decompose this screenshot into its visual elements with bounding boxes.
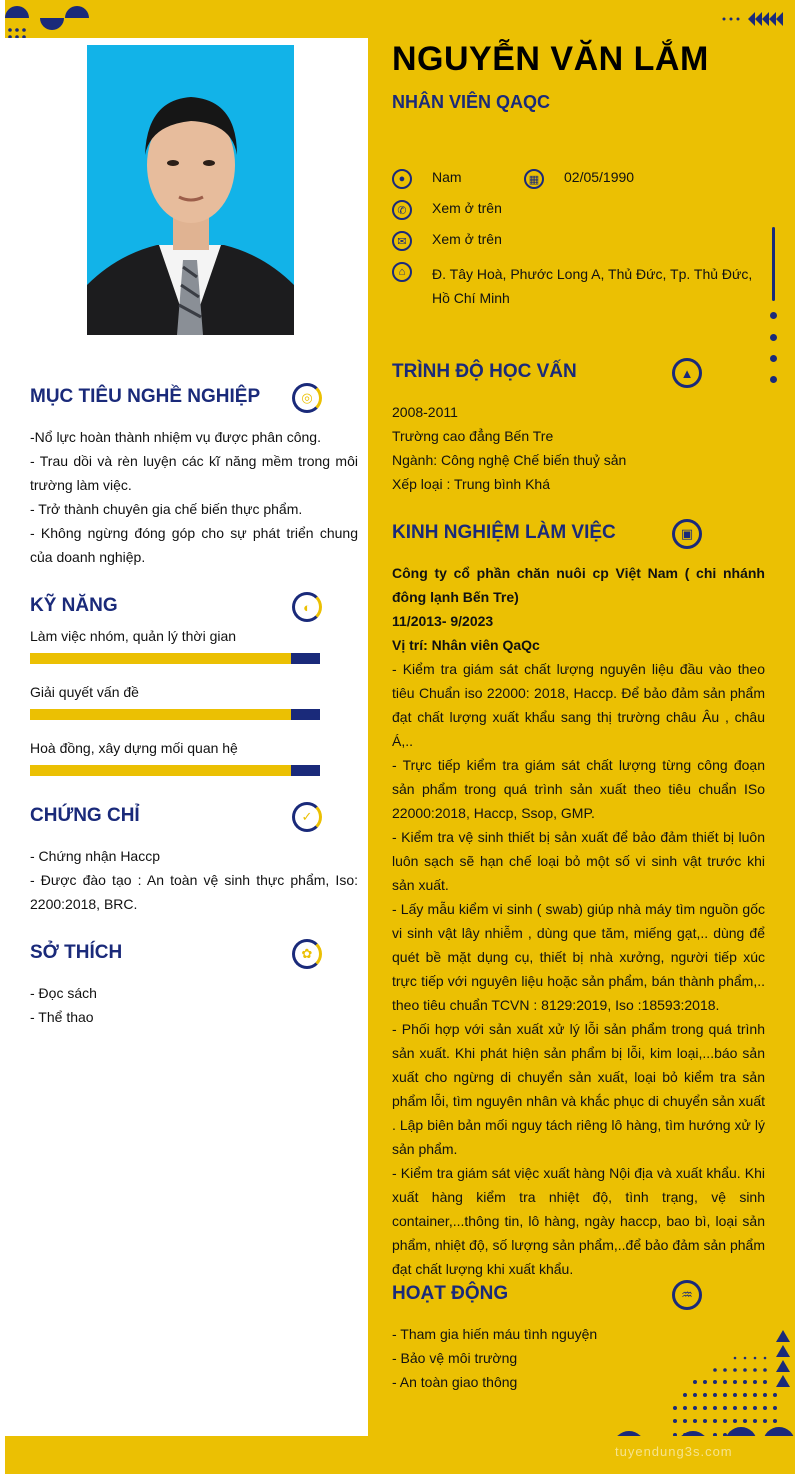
duty-item: - Lấy mẫu kiểm vi sinh ( swab) giúp nhà máy tìm nguồn gốc vi sinh vật lây nhiễm , dùng que tăm, miếng gạt,.. dùng để quét bề mặt dụng cụ, thiết bị nhà xưởng, người tiếp xúc trực tiếp với nguyên liệu hoặc sản phẩm, bán thành phẩm,.. theo tiêu chuẩn TCVN : 8129:2019, Iso :18593:2018.	[392, 901, 765, 1013]
decor-dot	[770, 355, 777, 362]
decor-vertical-line	[772, 227, 775, 301]
email-row	[392, 231, 502, 251]
hobbies-text	[30, 981, 358, 1029]
education-text	[392, 400, 767, 496]
watermark-text: tuyendung3s.com	[615, 1444, 733, 1459]
activity-line: - Bảo vệ môi trường	[392, 1350, 518, 1366]
certificate-line: - Được đào tạo : An toàn vệ sinh thực phẩm, Iso: 2200:2018, BRC.	[30, 872, 358, 912]
skill-bar-fill	[30, 765, 291, 776]
hobbies-heading: SỞ THÍCH	[30, 942, 123, 963]
candidate-name: NGUYỄN VĂN LẮM	[392, 40, 709, 78]
briefcase-icon: ▣	[672, 519, 702, 549]
graduation-cap-icon: ▲	[672, 358, 702, 388]
email-value: Xem ở trên	[432, 231, 502, 247]
address-line-1: Đ. Tây Hoà, Phước Long A, Thủ Đức, Tp. Thủ Đức,	[432, 266, 753, 282]
hobby-line: - Đọc sách	[30, 985, 97, 1001]
career-goal-text	[30, 425, 358, 569]
resume-page	[5, 0, 795, 1474]
skill-label: Làm việc nhóm, quản lý thời gian	[30, 628, 237, 644]
duty-item: - Kiểm tra giám sát chất lượng nguyên liệu đầu vào theo tiêu Chuẩn iso 22000: 2018, Haccp. Để bảo đảm sản phẩm đạt chất lượng xuất khẩu sang thị trường châu Âu , châu Á,..	[392, 661, 765, 749]
education-heading: TRÌNH ĐỘ HỌC VẤN	[392, 361, 577, 382]
home-icon: ⌂	[392, 262, 412, 282]
experience-text	[392, 561, 765, 1281]
career-goal-line: - Trau dồi và rèn luyện các kĩ năng mềm trong môi trường làm việc.	[30, 453, 358, 493]
activity-line: - An toàn giao thông	[392, 1374, 518, 1390]
skill-label: Hoà đồng, xây dựng mối quan hệ	[30, 740, 238, 756]
skill-bar-fill	[30, 653, 291, 664]
gender-row	[392, 169, 634, 189]
education-line: Trường cao đẳng Bến Tre	[392, 428, 554, 444]
skill-bar	[30, 653, 320, 664]
hobby-line: - Thể thao	[30, 1009, 94, 1025]
work-period: 11/2013- 9/2023	[392, 613, 494, 629]
skills-heading: KỸ NĂNG	[30, 595, 118, 616]
skill-bar	[30, 765, 320, 776]
duty-item: - Kiểm tra vệ sinh thiết bị sản xuất để bảo đảm thiết bị luôn luôn sạch sẽ hạn chế loại bỏ một số vi sinh vật trước khi sản xuất.	[392, 829, 765, 893]
skill-bar-fill	[30, 709, 291, 720]
gender-value: Nam	[432, 169, 462, 185]
calendar-icon: ▦	[524, 169, 544, 189]
company-name: Công ty cổ phần chăn nuôi cp Việt Nam ( chi nhánh đông lạnh Bến Tre)	[392, 565, 765, 605]
activities-heading: HOẠT ĐỘNG	[392, 1283, 509, 1304]
target-icon: ◎	[292, 383, 322, 413]
career-goal-line: -Nổ lực hoàn thành nhiệm vụ được phân công.	[30, 429, 321, 445]
pulse-icon: ♒	[672, 1280, 702, 1310]
email-icon: ✉	[392, 231, 412, 251]
decor-dot	[770, 312, 777, 319]
work-position: Vị trí: Nhân viên QaQc	[392, 637, 540, 653]
decor-dot	[770, 376, 777, 383]
duty-item: - Phối hợp với sản xuất xử lý lỗi sản phẩm trong quá trình sản xuất. Khi phát hiện sản phẩm bị lỗi, kim loại,...báo sản xuất cho ngừng di chuyển sản xuất, loại bỏ kiểm tra sản phẩm lỗi, tìm nguyên nhân và khắc phục di chuyển sản xuất . Lập biên bản mối nguy tách riêng lô hàng, tìm hướng xử lý sản phẩm.	[392, 1021, 765, 1157]
decor-top-right-arrows	[720, 10, 785, 28]
person-icon: ●	[392, 169, 412, 189]
address-row	[392, 262, 752, 310]
education-line: Xếp loại : Trung bình Khá	[392, 476, 550, 492]
certificate-line: - Chứng nhận Haccp	[30, 848, 160, 864]
skill-bar	[30, 709, 320, 720]
skill-label: Giải quyết vấn đề	[30, 684, 139, 700]
experience-heading: KINH NGHIỆM LÀM VIỆC	[392, 522, 616, 543]
certificates-text	[30, 844, 358, 916]
phone-value: Xem ở trên	[432, 200, 502, 216]
decor-dot	[770, 334, 777, 341]
address-line-2: Hồ Chí Minh	[432, 290, 510, 306]
career-goal-line: - Không ngừng đóng góp cho sự phát triển chung của doanh nghiệp.	[30, 525, 358, 565]
education-line: 2008-2011	[392, 404, 458, 420]
phone-row	[392, 200, 502, 220]
education-line: Ngành: Công nghệ Chế biến thuỷ sản	[392, 452, 627, 468]
skills-icon: ◐	[292, 592, 322, 622]
duty-item: - Kiểm tra giám sát việc xuất hàng Nội địa và xuất khẩu. Khi xuất hàng kiểm tra nhiệt độ, tình trạng, vệ sinh container,...thông tin, lô hàng, ngày haccp, bao bì, loại sản phẩm, nhiệt độ, số lượng sản phẩm,..để bảo đảm sản phẩm đạt chất lượng khi xuất khẩu.	[392, 1165, 765, 1277]
career-goal-line: - Trở thành chuyên gia chế biến thực phẩm.	[30, 501, 303, 517]
hobbies-icon: ✿	[292, 939, 322, 969]
birthdate-value: 02/05/1990	[564, 169, 635, 185]
career-goal-heading: MỤC TIÊU NGHỀ NGHIỆP	[30, 386, 261, 407]
certificate-check-icon: ✓	[292, 802, 322, 832]
phone-icon: ✆	[392, 200, 412, 220]
certificates-heading: CHỨNG CHỈ	[30, 805, 140, 826]
job-title: NHÂN VIÊN QAQC	[392, 92, 551, 112]
activity-line: - Tham gia hiến máu tình nguyện	[392, 1326, 598, 1342]
duty-item: - Trực tiếp kiểm tra giám sát chất lượng từng công đoạn sản phẩm trong quá trình sản xuất theo tiêu chuẩn ISo 22000:2018, Haccp, Ssop, GMP.	[392, 757, 765, 821]
profile-photo	[87, 45, 294, 335]
